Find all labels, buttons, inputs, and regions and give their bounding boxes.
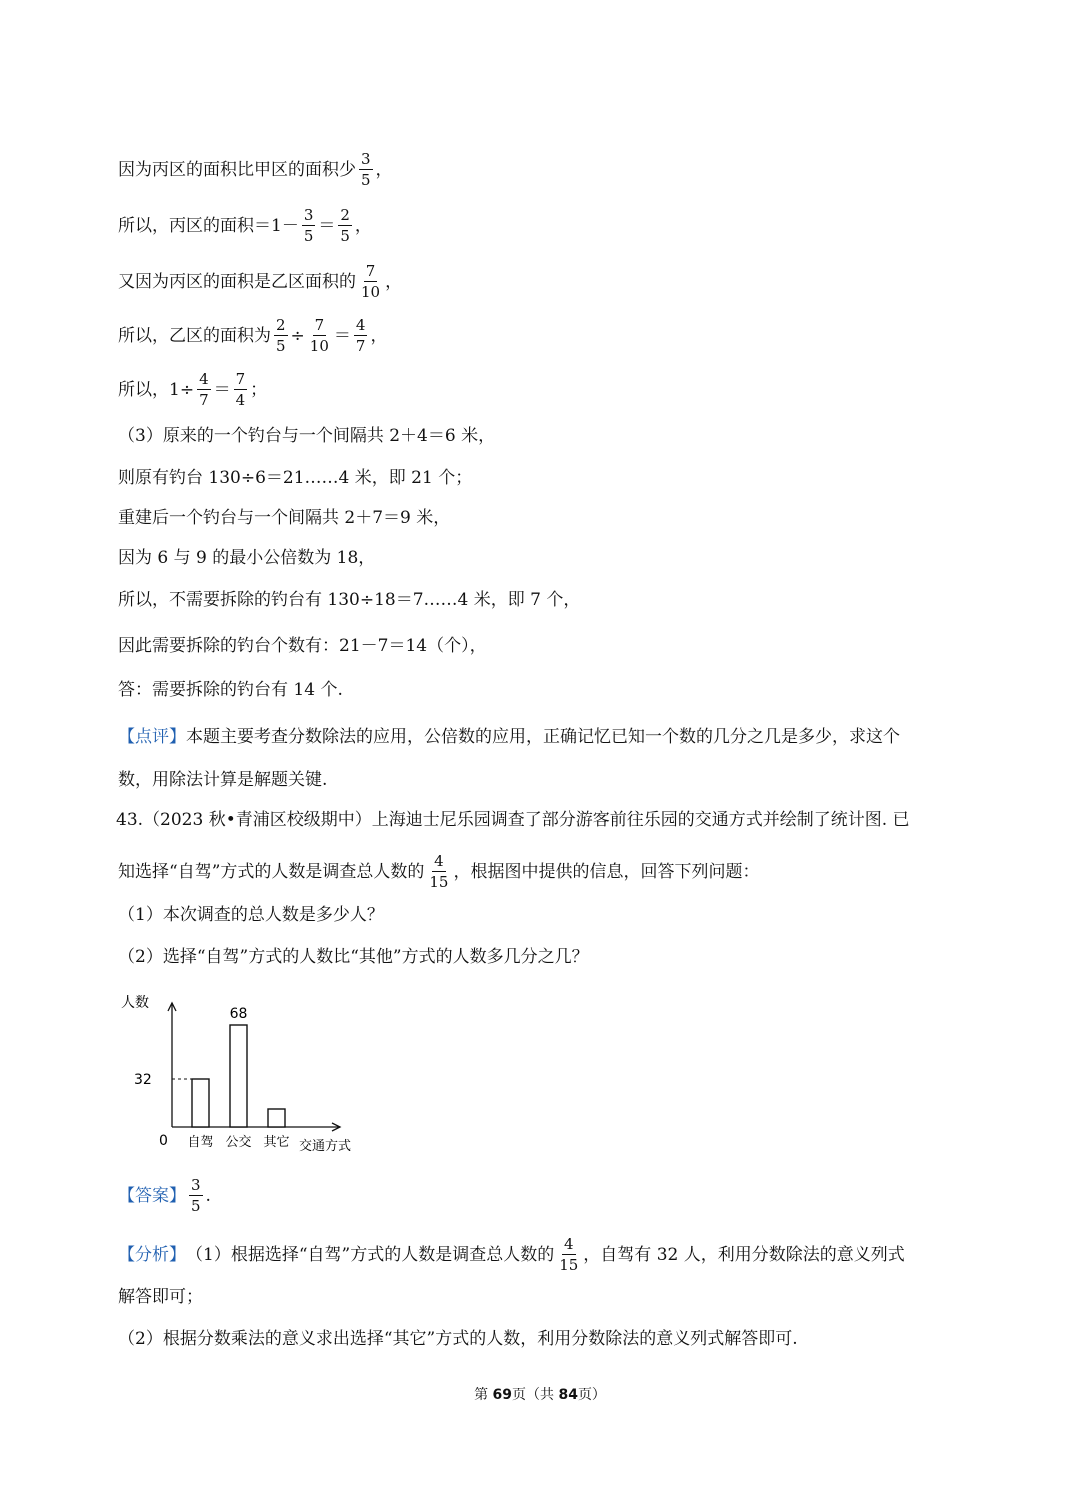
- sub-question-1: （1）本次调查的总人数是多少人？: [118, 905, 384, 925]
- bar-3: [268, 1109, 285, 1127]
- x-tick-label: 自驾: [187, 1135, 214, 1150]
- fraction: $\frac{2}{5}$: [276, 316, 286, 355]
- solution-line-6: （3）原来的一个钓台与一个间隔共 2＋4＝6 米，: [118, 426, 496, 446]
- solution-line-1: 因为丙区的面积比甲区的面积少 $\frac{3}{5}$ ，: [118, 150, 393, 189]
- bar-1: [192, 1079, 209, 1127]
- y-axis-label: 人数: [121, 995, 149, 1011]
- solution-line-10: 所以，不需要拆除的钓台有 130÷18＝7……4 米，即 7 个，: [118, 590, 581, 610]
- solution-line-7: 则原有钓台 130÷6＝21……4 米，即 21 个；: [118, 468, 473, 488]
- fraction: $\frac{7}{10}$: [361, 262, 381, 301]
- solution-line-2: 所以，丙区的面积＝1－ $\frac{3}{5}$ ＝ $\frac{2}{5}$ ，: [118, 206, 372, 245]
- sub-question-2: （2）选择“自驾”方式的人数比“其他”方式的人数多几分之几？: [118, 947, 589, 967]
- comment-line-2: 数，用除法计算是解题关键.: [118, 770, 328, 790]
- comment-tag: 【点评】: [118, 727, 186, 747]
- answer-line: 【答案】 $\frac{3}{5}$ .: [118, 1176, 211, 1215]
- fraction: $\frac{4}{7}$: [199, 370, 209, 409]
- solution-line-4: 所以，乙区的面积为 $\frac{2}{5}$ ÷ $\frac{7}{10}$ ＝ $\frac{4}{7}$ ，: [118, 316, 388, 355]
- analysis-line-3: （2）根据分数乘法的意义求出选择“其它”方式的人数，利用分数除法的意义列式解答即可.: [118, 1329, 798, 1349]
- bar-chart: [115, 985, 375, 1160]
- page-footer: 第 69页（共 84页）: [474, 1387, 606, 1403]
- fraction: $\frac{7}{4}$: [235, 370, 246, 409]
- solution-line-9: 因为 6 与 9 的最小公倍数为 18，: [118, 548, 376, 568]
- fraction: $\frac{4}{7}$: [355, 316, 366, 355]
- analysis-line: 【分析】 （1）根据选择“自驾”方式的人数是调查总人数的 $\frac{4}{15}$ ，自驾有 32 人，利用分数除法的意义列式: [118, 1235, 905, 1274]
- answer-tag: 【答案】: [118, 1185, 186, 1206]
- fraction: $\frac{4}{15}$: [429, 852, 449, 891]
- solution-line-12: 答：需要拆除的钓台有 14 个.: [118, 680, 343, 700]
- solution-line-8: 重建后一个钓台与一个间隔共 2＋7＝9 米，: [118, 508, 451, 528]
- x-tick-label: 其它: [263, 1135, 290, 1150]
- x-axis-label: 交通方式: [299, 1139, 352, 1154]
- solution-line-5: 所以，1÷ $\frac{4}{7}$ ＝ $\frac{7}{4}$ ；: [118, 370, 268, 409]
- data-label: 68: [229, 1006, 248, 1022]
- fraction: $\frac{7}{10}$: [309, 316, 329, 355]
- page-number: 69: [492, 1387, 512, 1403]
- bar-2: [230, 1025, 247, 1127]
- origin-label: 0: [159, 1133, 168, 1149]
- analysis-tag: 【分析】: [118, 1244, 186, 1265]
- fraction: $\frac{3}{5}$: [191, 1176, 201, 1215]
- question-43-line-2: 知选择“自驾”方式的人数是调查总人数的 $\frac{4}{15}$ ，根据图中提供的信息，回答下列问题：: [118, 852, 760, 891]
- comment-line: 【点评】 本题主要考查分数除法的应用，公倍数的应用，正确记忆已知一个数的几分之几是多少，求这个: [118, 727, 900, 747]
- analysis-line-2: 解答即可；: [118, 1287, 203, 1307]
- solution-line-3: 又因为丙区的面积是乙区面积的 $\frac{7}{10}$ ，: [118, 262, 403, 301]
- fraction: $\frac{2}{5}$: [340, 206, 350, 245]
- fraction: $\frac{3}{5}$: [361, 150, 371, 189]
- x-tick-label: 公交: [225, 1135, 252, 1150]
- solution-line-11: 因此需要拆除的钓台个数有：21－7＝14（个），: [118, 636, 487, 656]
- fraction: $\frac{4}{15}$: [559, 1235, 579, 1274]
- fraction: $\frac{3}{5}$: [303, 206, 314, 245]
- question-43-title: 43.（2023 秋•青浦区校级期中）上海迪士尼乐园调查了部分游客前往乐园的交通方式并绘制了统计图. 已: [116, 810, 910, 830]
- page-total: 84: [558, 1387, 578, 1403]
- y-tick-label: 32: [134, 1072, 152, 1088]
